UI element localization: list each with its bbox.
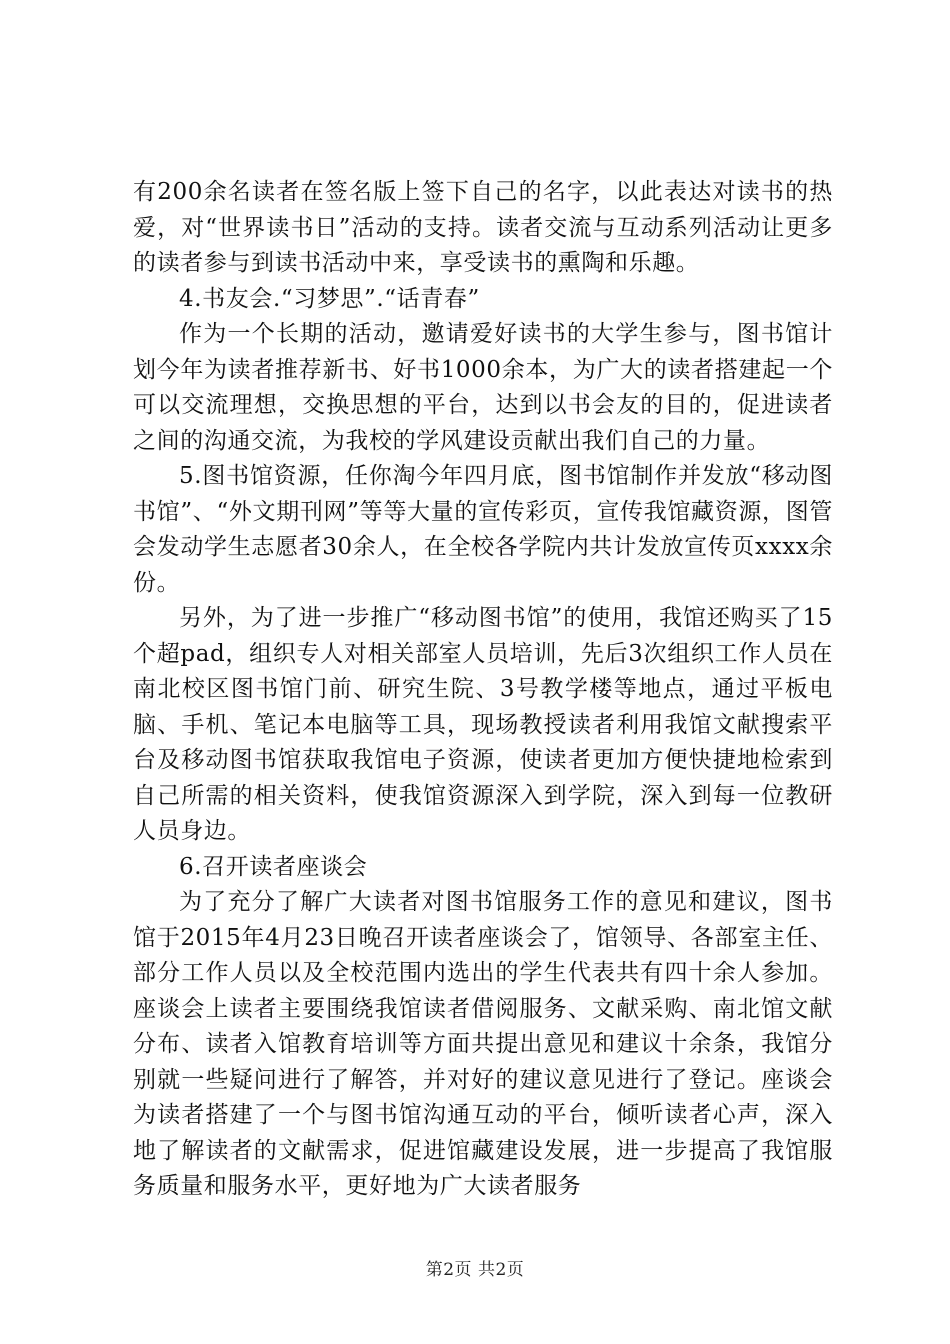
paragraph-library-resources: 5.图书馆资源，任你淘今年四月底，图书馆制作并发放“移动图书馆”、“外文期刊网”等等大量的宣传彩页，宣传我馆藏资源，图管会发动学生志愿者30余人，在全校各学院内共计发放宣传页xxxx余份。 — [133, 463, 833, 596]
heading-book-club: 4.书友会.“习梦思”.“话青春” — [179, 285, 480, 312]
paragraph-mobile-library: 另外，为了进一步推广“移动图书馆”的使用，我馆还购买了15个超pad，组织专人对相关部室人员培训，先后3次组织工作人员在南北校区图书馆门前、研究生院、3号教学楼等地点，通过平板电脑、手机、笔记本电脑等工具，现场教授读者利用我馆文献搜索平台及移动图书馆获取我馆电子资源，使读者更加方便快捷地检索到自己所需的相关资料，使我馆资源深入到学院，深入到每一位教研人员身边。 — [133, 605, 833, 844]
page-footer: 第2页 共2页 — [425, 1260, 525, 1280]
paragraph-reader-forum: 为了充分了解广大读者对图书馆服务工作的意见和建议，图书馆于2015年4月23日晚召开读者座谈会了，馆领导、各部室主任、部分工作人员以及全校范围内选出的学生代表共有四十余人参加。座谈会上读者主要围绕我馆读者借阅服务、文献采购、南北馆文献分布、读者入馆教育培训等方面共提出意见和建议十余条，我馆分别就一些疑问进行了解答，并对好的建议意见进行了登记。座谈会为读者搭建了一个与图书馆沟通互动的平台，倾听读者心声，深入地了解读者的文献需求，促进馆藏建设发展，进一步提高了我馆服务质量和服务水平，更好地为广大读者服务 — [133, 889, 833, 1199]
paragraph-book-club: 作为一个长期的活动，邀请爱好读书的大学生参与，图书馆计划今年为读者推荐新书、好书1000余本，为广大的读者搭建起一个可以交流理想，交换思想的平台，达到以书会友的目的，促进读者之间的沟通交流，为我校的学风建设贡献出我们自己的力量。 — [133, 321, 833, 454]
document-body — [133, 175, 833, 1205]
heading-reader-forum: 6.召开读者座谈会 — [179, 853, 368, 880]
paragraph-signature-activity: 有200余名读者在签名版上签下自己的名字，以此表达对读书的热爱，对“世界读书日”活动的支持。读者交流与互动系列活动让更多的读者参与到读书活动中来，享受读书的熏陶和乐趣。 — [133, 179, 833, 276]
